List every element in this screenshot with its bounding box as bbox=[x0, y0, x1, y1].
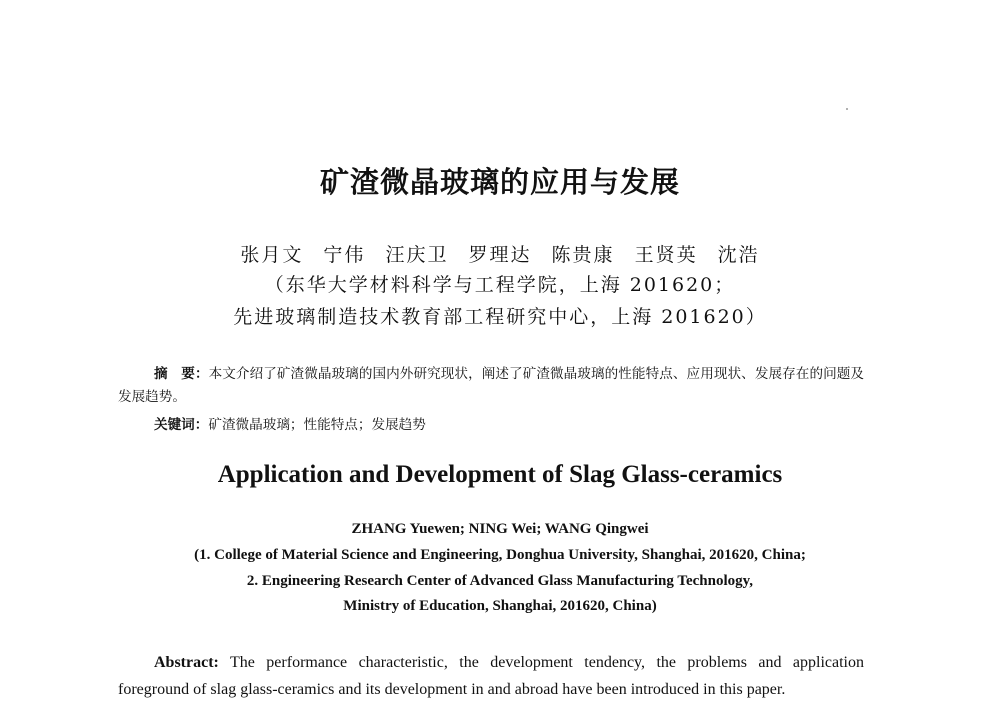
english-abstract-text: The performance characteristic, the development tendency, the problems and application foreground of slag glass-ceramics and its development in and abroad have been introduced in this paper. bbox=[118, 654, 864, 698]
chinese-keywords-label: 关键词： bbox=[154, 417, 209, 433]
english-affiliation-line-1: (1. College of Material Science and Engineering, Donghua University, Shanghai, 201620, China; bbox=[194, 547, 806, 563]
chinese-keywords bbox=[154, 413, 426, 433]
english-title: Application and Development of Slag Glass-ceramics bbox=[217, 461, 783, 488]
english-authors: ZHANG Yuewen; NING Wei; WANG Qingwei bbox=[351, 521, 649, 537]
english-abstract-label: Abstract: bbox=[154, 654, 219, 671]
english-affiliation-line-3: Ministry of Education, Shanghai, 201620, China) bbox=[343, 598, 657, 614]
chinese-affiliation-line-2: 先进玻璃制造技术教育部工程研究中心，上海 201620） bbox=[233, 306, 767, 328]
chinese-affiliation-line-1: （东华大学材料科学与工程学院，上海 201620； bbox=[264, 274, 736, 296]
chinese-abstract-text: 本文介绍了矿渣微晶玻璃的国内外研究现状，阐述了矿渣微晶玻璃的性能特点、应用现状、发展存在的问题及发展趋势。 bbox=[118, 366, 865, 405]
chinese-abstract bbox=[118, 363, 864, 409]
chinese-keywords-text: 矿渣微晶玻璃；性能特点；发展趋势 bbox=[208, 417, 426, 433]
scan-speck bbox=[846, 108, 848, 110]
chinese-abstract-label: 摘 要： bbox=[154, 366, 209, 382]
english-affiliation-line-2: 2. Engineering Research Center of Advanced Glass Manufacturing Technology, bbox=[246, 573, 754, 589]
english-abstract bbox=[118, 649, 864, 703]
chinese-authors: 张月文 宁伟 汪庆卫 罗理达 陈贵康 王贤英 沈浩 bbox=[240, 244, 760, 266]
chinese-title: 矿渣微晶玻璃的应用与发展 bbox=[319, 165, 680, 199]
